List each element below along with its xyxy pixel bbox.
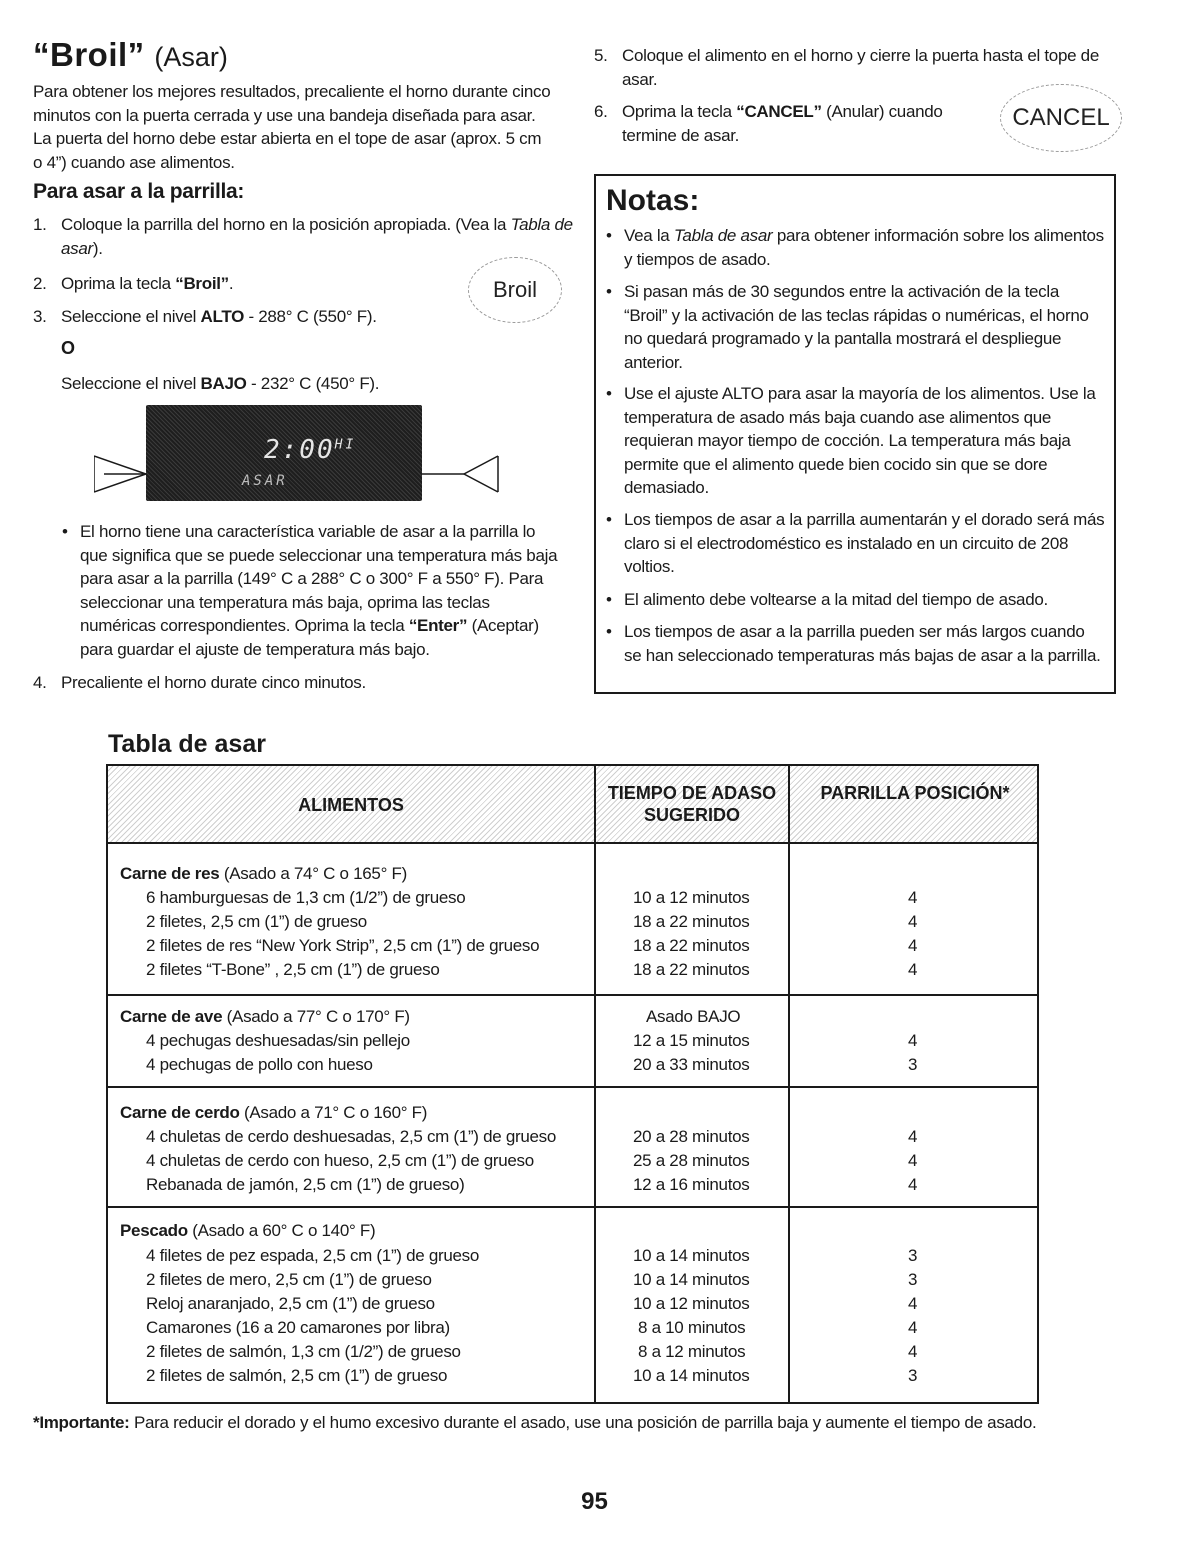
table-row-food: Rebanada de jamón, 2,5 cm (1”) de grueso): [146, 1175, 465, 1194]
table-row-rack: 3: [908, 1270, 918, 1289]
page-number: 95: [581, 1488, 608, 1515]
important-text: Para reducir el dorado y el humo excesivo durante el asado, use una posición de parrilla baja y aumente el tiempo de asado.: [129, 1413, 1037, 1432]
display-time: 2:00: [264, 435, 335, 465]
table-row-time: 10 a 14 minutos: [633, 1366, 750, 1385]
step-4: [33, 671, 573, 695]
table-row-time: 12 a 15 minutos: [633, 1031, 750, 1050]
display-level: HI: [334, 437, 357, 453]
table-row-food: 6 hamburguesas de 1,3 cm (1/2”) de grueso: [146, 888, 466, 907]
group-title: Carne de cerdo: [120, 1103, 240, 1122]
table-row-rack: 4: [908, 960, 918, 979]
step-text: .: [228, 274, 234, 293]
table-row-food: 2 filetes de res “New York Strip”, 2,5 cm (1”) de grueso: [146, 936, 540, 955]
note-emphasis: Tabla de asar: [673, 226, 773, 245]
step-number: 3.: [33, 307, 47, 326]
table-row-rack: 4: [908, 1342, 918, 1361]
step-1: [33, 213, 573, 260]
table-row-time: 10 a 14 minutos: [633, 1270, 750, 1289]
table-row-rack: 4: [908, 936, 918, 955]
broil-table: [106, 764, 1039, 1404]
table-row-rack: 3: [908, 1246, 918, 1265]
step-number: 2.: [33, 274, 47, 293]
page-title: [33, 36, 228, 74]
group-title: Carne de res: [120, 864, 220, 883]
step-text: Seleccione el nivel: [61, 307, 201, 326]
note-item: • Los tiempos de asar a la parrilla pueden ser más largos cuando se han seleccionado temperaturas más bajas de asar a la parrilla.: [606, 622, 1101, 665]
group-title: Carne de ave: [120, 1007, 223, 1026]
broil-key-label: Broil: [492, 277, 537, 302]
row-divider: [108, 1206, 1037, 1208]
step-number: 1.: [33, 215, 47, 234]
title-main: “Broil”: [33, 36, 145, 73]
table-row-food: Camarones (16 a 20 camarones por libra): [146, 1318, 450, 1337]
table-row-rack: 4: [908, 1294, 918, 1313]
step-text: Coloque la parrilla del horno en la posición apropiada. (Vea la: [61, 215, 511, 234]
table-row-time: 20 a 28 minutos: [633, 1127, 750, 1146]
or-separator: O: [61, 338, 75, 358]
table-row-rack: 4: [908, 888, 918, 907]
table-row-food: 2 filetes de salmón, 1,3 cm (1/2”) de grueso: [146, 1342, 461, 1361]
step-text: (Anular) cuando termine de asar.: [622, 102, 943, 145]
header-time: TIEMPO DE ADASO SUGERIDO: [607, 783, 777, 825]
table-row-time: 20 a 33 minutos: [633, 1055, 750, 1074]
title-sub: (Asar): [154, 42, 228, 72]
table-row-rack: 4: [908, 1318, 918, 1337]
table-row-food: 2 filetes de salmón, 2,5 cm (1”) de grueso: [146, 1366, 448, 1385]
bullet-text: (Aceptar) para guardar el ajuste de temperatura más bajo.: [80, 616, 539, 659]
notes-heading: Notas:: [606, 184, 700, 217]
table-row-food: 4 chuletas de cerdo con hueso, 2,5 cm (1”) de grueso: [146, 1151, 534, 1170]
table-row-rack: 4: [908, 1151, 918, 1170]
step-number: 6.: [594, 102, 608, 121]
table-row-food: 2 filetes, 2,5 cm (1”) de grueso: [146, 912, 367, 931]
step-3-alt: [33, 372, 573, 396]
note-item: • Vea la Tabla de asar para obtener información sobre los alimentos y tiempos de asado.: [606, 226, 1104, 269]
step-5: [594, 44, 1114, 91]
broil-key-icon: [468, 257, 562, 323]
table-row-food: 4 pechugas de pollo con hueso: [146, 1055, 373, 1074]
cancel-key-label: CANCEL: [1012, 104, 1110, 131]
step-text: - 232° C (450° F).: [246, 374, 380, 393]
table-row-time: 10 a 14 minutos: [633, 1246, 750, 1265]
group-note: (Asado a 77° C o 170° F): [222, 1007, 410, 1026]
note-item: • Use el ajuste ALTO para asar la mayoría de los alimentos. Use la temperatura de asado más baja cuando ase alimentos que requieran mayor tiempo de cocción. La temperatura más baja permite que el alimento quede bien cocido sin que se dore demasiado.: [606, 384, 1096, 497]
key-broil: “Broil”: [175, 274, 229, 293]
row-divider: [108, 1086, 1037, 1088]
group-note: (Asado a 74° C o 165° F): [219, 864, 407, 883]
note-item: • El alimento debe voltearse a la mitad del tiempo de asado.: [606, 590, 1048, 609]
table-row-time: 8 a 12 minutos: [638, 1342, 746, 1361]
note-item: • Si pasan más de 30 segundos entre la activación de la tecla “Broil” y la activación de las teclas rápidas o numéricas, el horno no quedará programado y la pantalla mostrará el despliegue anterior.: [606, 282, 1089, 372]
bullet-text: El horno tiene una característica variable de asar a la parrilla lo que significa que se puede seleccionar una temperatura más baja para asar a la parrilla (149° C a 288° C o 300° F a 550° F). Para seleccionar una temperatura más baja, oprima las teclas numéricas correspondientes. Oprima la tecla: [80, 522, 558, 635]
group-note: (Asado a 71° C o 160° F): [239, 1103, 428, 1122]
table-row-time: 10 a 12 minutos: [633, 1294, 750, 1313]
step-text: - 288° C (550° F).: [244, 307, 377, 326]
display-mode: ASAR: [242, 473, 288, 489]
step-text: Coloque el alimento en el horno y cierre la puerta hasta el tope de asar.: [622, 46, 1099, 89]
note-item: • Los tiempos de asar a la parrilla aumentarán y el dorado será más claro si el electrodoméstico es instalado en un circuito de 208 voltios.: [606, 510, 1105, 576]
table-row-food: Reloj anaranjado, 2,5 cm (1”) de grueso: [146, 1294, 435, 1313]
level-bajo: BAJO: [200, 374, 247, 393]
table-row-time: 25 a 28 minutos: [633, 1151, 750, 1170]
table-row-rack: 4: [908, 1127, 918, 1146]
table-row-food: 4 chuletas de cerdo deshuesadas, 2,5 cm (1”) de grueso: [146, 1127, 556, 1146]
intro-paragraph: Para obtener los mejores resultados, precaliente el horno durante cinco minutos con la puerta cerrada y use una bandeja diseñada para asar. La puerta del horno debe estar abierta en el tope de asar (aprox. 5 cm o 4”) cuando ase alimentos.: [33, 82, 551, 172]
step-or: [33, 337, 573, 361]
step-6: [594, 100, 964, 147]
key-enter: “Enter”: [408, 616, 468, 635]
step-number: 5.: [594, 46, 608, 65]
table-row-time: 10 a 12 minutos: [633, 888, 750, 907]
table-row-time: 18 a 22 minutos: [633, 936, 750, 955]
table-row-food: 4 filetes de pez espada, 2,5 cm (1”) de grueso: [146, 1246, 480, 1265]
table-row-food: 2 filetes de mero, 2,5 cm (1”) de grueso: [146, 1270, 432, 1289]
table-row-time: 12 a 16 minutos: [633, 1175, 750, 1194]
level-alto: ALTO: [200, 307, 245, 326]
table-row-rack: 4: [908, 912, 918, 931]
table-row-rack: 3: [908, 1366, 918, 1385]
step-emphasis: Tabla de asar: [61, 215, 573, 258]
step-text: Seleccione el nivel: [61, 374, 201, 393]
important-note: [33, 1411, 1173, 1435]
row-divider: [108, 994, 1037, 996]
table-row-food: 4 pechugas deshuesadas/sin pellejo: [146, 1031, 410, 1050]
cancel-key-icon: [1000, 84, 1122, 152]
column-divider: [594, 766, 596, 1402]
table-row-time: 18 a 22 minutos: [633, 960, 750, 979]
key-cancel: “CANCEL”: [736, 102, 822, 121]
table-row-food: 2 filetes “T-Bone” , 2,5 cm (1”) de grueso: [146, 960, 440, 979]
step-text: ).: [92, 238, 103, 258]
group-time-note: Asado BAJO: [646, 1007, 741, 1026]
header-food: ALIMENTOS: [298, 795, 404, 815]
notes-box: [594, 174, 1116, 694]
table-row-time: 8 a 10 minutos: [638, 1318, 746, 1337]
variable-broil-bullet: • El horno tiene una característica variable de asar a la parrilla lo que significa que se puede seleccionar una temperatura más baja para asar a la parrilla (149° C a 288° C o 300° F a 550° F). Para seleccionar una temperatura más baja, oprima las teclas numéricas correspondientes. Oprima la tecla “Enter” (Aceptar) para guardar el ajuste de temperatura más bajo.: [62, 522, 558, 659]
table-heading: Tabla de asar: [108, 730, 266, 758]
important-label: *Importante:: [33, 1413, 130, 1432]
table-row-rack: 3: [908, 1055, 918, 1074]
group-title: Pescado: [120, 1221, 188, 1240]
table-row-rack: 4: [908, 1031, 918, 1050]
step-text: Precaliente el horno durate cinco minutos.: [61, 673, 366, 692]
step-number: 4.: [33, 673, 47, 692]
group-note: (Asado a 60° C o 140° F): [187, 1221, 376, 1240]
table-row-time: 18 a 22 minutos: [633, 912, 750, 931]
table-row-rack: 4: [908, 1175, 918, 1194]
header-rack: PARRILLA POSICIÓN*: [820, 783, 1010, 803]
lcd-display: [146, 405, 422, 501]
step-text: Oprima la tecla: [622, 102, 737, 121]
section-heading: Para asar a la parrilla:: [33, 180, 245, 203]
oven-display-diagram: [94, 405, 504, 505]
step-text: Oprima la tecla: [61, 274, 176, 293]
